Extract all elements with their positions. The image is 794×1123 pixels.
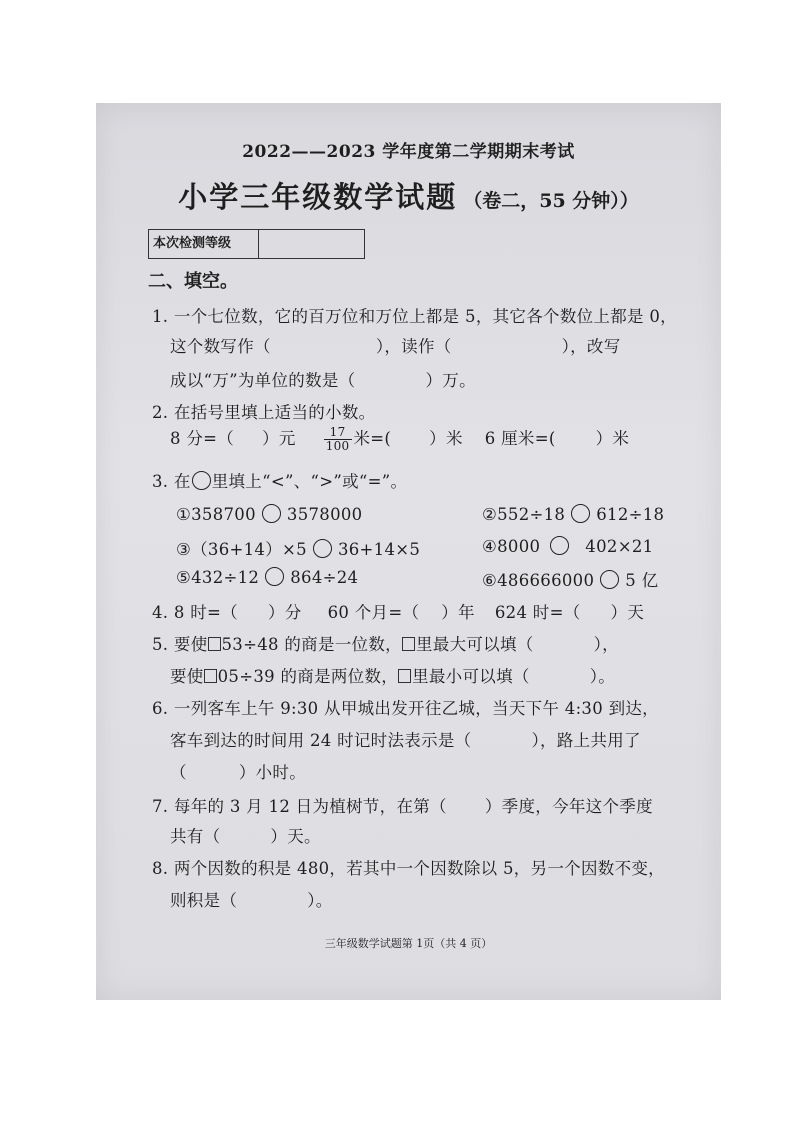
q3-item-right: 5 亿 [625, 571, 659, 590]
section-heading: 二、填空。 [148, 271, 238, 292]
square-box-icon [398, 669, 411, 683]
q2-text-c: 米=( [353, 429, 392, 448]
exam-photo [96, 103, 721, 1000]
q4-text-a: 4. 8 时=（ [152, 603, 238, 622]
q4-text-e: 624 时=（ [494, 603, 581, 622]
q8-line1: 8. 两个因数的积是 480，若其中一个因数除以 5，另一个因数不变， [152, 859, 665, 878]
q5-text-d: ）， [593, 635, 619, 654]
q2-text-d: ）米 [429, 429, 463, 448]
compare-circle[interactable] [265, 567, 284, 586]
q2-line1: 2. 在括号里填上适当的小数。 [152, 403, 376, 422]
q3-item-3 [176, 536, 420, 560]
q2-line2 [170, 425, 629, 453]
q7-text-a: 7. 每年的 3 月 12 日为植树节，在第（ [152, 797, 447, 816]
q3-item-6 [482, 567, 658, 591]
compare-circle[interactable] [571, 504, 590, 523]
q6-text-b: ），路上共用了 [531, 731, 641, 750]
compare-circle[interactable] [600, 570, 619, 589]
q3-item-2 [482, 504, 664, 524]
q4-text-d: ）年 [441, 603, 475, 622]
q6-text-d: ）小时。 [238, 763, 307, 782]
q5-text-g: 里最小可以填（ [412, 667, 530, 686]
q3-item-4 [482, 536, 653, 556]
q1-line3 [170, 367, 476, 391]
q3-item-right: 612÷18 [596, 505, 665, 524]
compare-circle[interactable] [262, 504, 281, 523]
q5-text-c: 里最大可以填（ [415, 635, 534, 654]
q1-text-c: ），改写 [561, 337, 621, 356]
page-title: 小学三年级数学试题 [178, 180, 458, 214]
compare-circle[interactable] [313, 539, 332, 558]
page-footer: 三年级数学试题第 1页（共 4 页） [324, 937, 493, 950]
q7-text-c: 共有（ [170, 827, 221, 846]
q3-item-right: 36+14×5 [337, 540, 421, 559]
circle-icon [192, 471, 211, 490]
q4-text-c: 60 个月=（ [327, 603, 420, 622]
square-box-icon [204, 669, 217, 683]
q7-line2 [170, 823, 321, 847]
q3-item-left: ⑥486666000 [482, 571, 595, 590]
q6-line3 [170, 759, 306, 783]
grade-value-cell[interactable] [259, 230, 364, 258]
q3-item-left: ⑤432÷12 [176, 568, 260, 587]
q6-line2 [170, 727, 641, 751]
q5-text-a: 5. 要使 [152, 635, 208, 654]
q1-line2 [170, 333, 621, 357]
q3-item-left: ④8000 [482, 537, 541, 556]
q2-text-f: ）米 [595, 429, 630, 448]
q2-text-e: 6 厘米=( [484, 429, 556, 448]
q6-text-c: （ [170, 763, 187, 782]
square-box-icon [208, 637, 221, 651]
compare-circle[interactable] [550, 536, 569, 555]
q3-line1 [152, 468, 407, 492]
q1-line1: 1. 一个七位数，它的百万位和万位上都是 5，其它各个数位上都是 0， [152, 307, 677, 326]
q2-fraction [324, 426, 352, 453]
q1-text-e: ）万。 [425, 371, 476, 390]
q1-text-d: 成以“万”为单位的数是（ [170, 371, 356, 390]
q3-item-5 [176, 567, 358, 587]
square-box-icon [402, 637, 415, 651]
q2-text-b: ）元 [262, 429, 296, 448]
fraction-denominator: 100 [325, 439, 350, 453]
q5-text-e: 要使 [170, 667, 204, 686]
q3-item-right: 402×21 [585, 537, 654, 556]
q7-text-d: ）天。 [270, 827, 321, 846]
q4-text-b: ）分 [267, 603, 302, 622]
q3-text-a: 3. 在 [152, 472, 191, 491]
q3-text-b: 里填上“<”、“>”或“=”。 [211, 472, 408, 491]
grade-box [148, 229, 365, 259]
q8-text-b: ）。 [307, 891, 333, 910]
q1-text-b: ），读作（ [375, 337, 452, 356]
q3-item-right: 864÷24 [290, 568, 359, 587]
exam-header: 2022——2023 学年度第二学期期末考试 [242, 142, 575, 162]
grade-label: 本次检测等级 [149, 230, 259, 258]
q3-item-left: ①358700 [176, 505, 256, 524]
q4-line [152, 599, 644, 623]
q8-text-a: 则积是（ [170, 891, 238, 910]
q1-text-a: 这个数写作（ [170, 337, 271, 356]
q3-item-1 [176, 504, 362, 524]
q6-line1: 6. 一列客车上午 9:30 从甲城出发开往乙城，当天下午 4:30 到达， [152, 699, 659, 718]
q5-line1 [152, 631, 619, 655]
fraction-numerator: 17 [324, 426, 352, 440]
q4-text-f: ）天 [610, 603, 645, 622]
q7-text-b: ）季度，今年这个季度 [484, 797, 653, 816]
q5-text-b: 53÷48 的商是一位数， [221, 635, 402, 654]
q8-line2 [170, 887, 333, 911]
q5-line2 [170, 663, 615, 687]
q6-text-a: 客车到达的时间用 24 时记时法表示是（ [170, 731, 472, 750]
q3-item-left: ③（36+14）×5 [176, 540, 307, 559]
q5-text-h: ）。 [589, 667, 616, 686]
title-row [96, 175, 721, 216]
q3-item-left: ②552÷18 [482, 505, 566, 524]
q7-line1 [152, 793, 653, 817]
page-subtitle: （卷二，55 分钟）） [463, 190, 639, 212]
q3-item-right: 3578000 [286, 505, 363, 524]
q5-text-f: 05÷39 的商是两位数， [217, 667, 399, 686]
q2-text-a: 8 分=（ [170, 429, 235, 448]
